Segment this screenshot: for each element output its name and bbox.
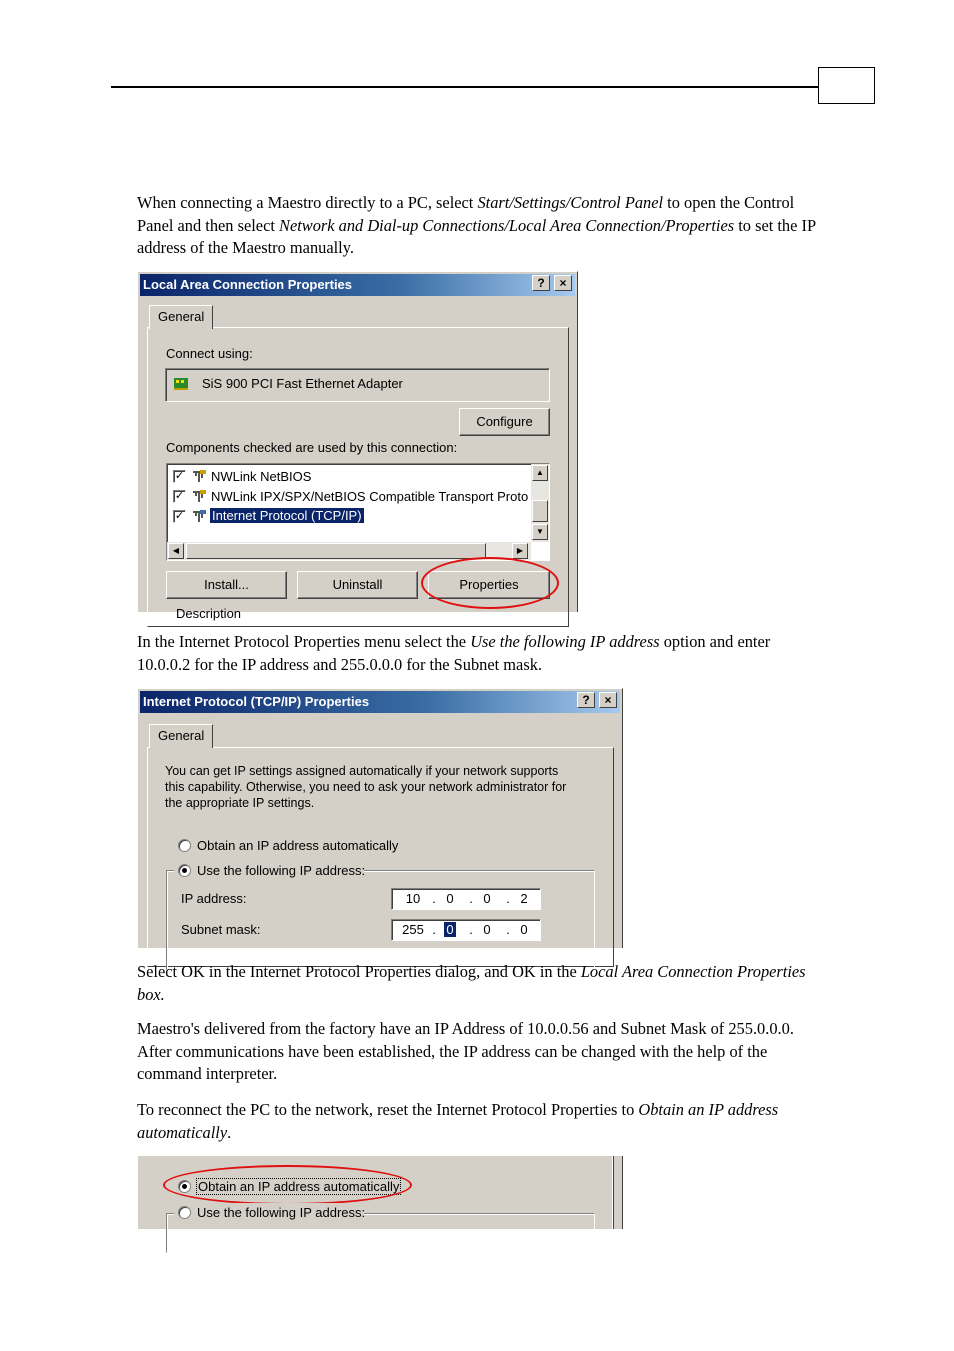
close-button[interactable]: × <box>554 275 572 291</box>
adapter-box <box>165 368 550 402</box>
ip-dot: . <box>506 922 510 937</box>
component-label-selected: Internet Protocol (TCP/IP) <box>212 508 362 523</box>
subnet-octet: 0 <box>483 922 491 937</box>
adapter-name: SiS 900 PCI Fast Ethernet Adapter <box>202 376 403 391</box>
paragraph-reconnect: To reconnect the PC to the network, reset the Internet Protocol Properties to Obtain an IP address automatically. <box>137 1100 779 1142</box>
tcpip-properties-dialog <box>137 688 623 948</box>
protocol-icon <box>191 510 207 524</box>
scroll-thumb[interactable] <box>532 500 548 522</box>
uninstall-button[interactable]: Uninstall <box>297 571 418 599</box>
info-text-line2: this capability. Otherwise, you need to ask your network administrator for <box>165 780 567 794</box>
component-label: NWLink IPX/SPX/NetBIOS Compatible Transport Proto <box>211 489 529 504</box>
protocol-icon <box>191 470 207 484</box>
subnet-octet-selected: 0 <box>446 922 454 937</box>
radio-use-following-label: Use the following IP address: <box>197 1205 366 1220</box>
highlight-circle <box>421 557 559 609</box>
tab-general[interactable]: General <box>149 305 213 329</box>
checkbox[interactable]: ✓ <box>174 470 185 482</box>
groupbox-header <box>174 861 364 881</box>
paragraph-intro: When connecting a Maestro directly to a PC, select Start/Settings/Control Panel to open the Control Panel and then select Network and Dial-up Connections/Local Area Connection/Properties to set the IP address of the Maestro manually. <box>137 193 816 257</box>
connect-using-label: Connect using: <box>166 346 253 361</box>
radio-use-following-label: Use the following IP address: <box>197 863 366 878</box>
subnet-octet: 0 <box>520 922 528 937</box>
radio-obtain-automatically[interactable] <box>178 839 191 852</box>
radio-use-following[interactable] <box>178 1206 191 1219</box>
ip-dot: . <box>432 922 436 937</box>
paragraph-select-ok: Select OK in the Internet Protocol Properties dialog, and OK in the Local Area Connection Properties box. <box>137 962 806 1004</box>
help-button[interactable]: ? <box>532 275 550 291</box>
ip-octet: 0 <box>446 891 454 906</box>
network-card-icon <box>174 377 190 391</box>
scroll-thumb-horizontal[interactable] <box>186 543 486 559</box>
ip-dot: . <box>469 891 473 906</box>
radio-obtain-automatically-label: Obtain an IP address automatically <box>198 1179 400 1194</box>
checkbox[interactable]: ✓ <box>174 490 185 502</box>
paragraph-factory-defaults: Maestro's delivered from the factory have an IP Address of 10.0.0.56 and Subnet Mask of 255.0.0.0. After communications have been established, the IP address can be changed with the help of the command interpreter. <box>137 1019 794 1083</box>
radio-use-following[interactable] <box>178 864 191 877</box>
subnet-octet: 255 <box>402 922 424 937</box>
page-number-box <box>818 67 875 104</box>
install-button[interactable]: Install... <box>166 571 287 599</box>
panel-edge <box>612 1156 614 1229</box>
dialog-titlebar: Local Area Connection Properties <box>140 274 575 296</box>
groupbox-header <box>174 1203 364 1223</box>
ip-address-input[interactable] <box>391 888 541 910</box>
ip-address-label: IP address: <box>181 891 247 906</box>
description-label: Description <box>176 606 242 621</box>
scroll-right-icon[interactable]: ▶ <box>512 543 528 559</box>
ip-dot: . <box>432 891 436 906</box>
configure-button[interactable]: Configure <box>459 408 550 436</box>
radio-obtain-automatically-label: Obtain an IP address automatically <box>197 838 399 853</box>
help-button[interactable]: ? <box>577 692 595 708</box>
highlight-circle <box>163 1165 412 1205</box>
ip-octet: 10 <box>405 891 421 906</box>
local-area-connection-dialog <box>137 271 578 621</box>
close-button[interactable]: × <box>599 692 617 708</box>
scroll-left-icon[interactable]: ◀ <box>168 543 184 559</box>
info-text-line3: the appropriate IP settings. <box>165 796 315 810</box>
obtain-automatically-crop <box>137 1156 623 1229</box>
scroll-down-icon[interactable]: ▼ <box>532 524 548 540</box>
ip-octet: 2 <box>520 891 528 906</box>
vertical-scrollbar[interactable] <box>531 464 549 542</box>
protocol-icon <box>191 490 207 504</box>
paragraph-ip-instructions: In the Internet Protocol Properties menu select the Use the following IP address option and enter 10.0.0.2 for the IP address and 255.0.0.0 for the Subnet mask. <box>137 632 771 674</box>
info-text-line1: You can get IP settings assigned automatically if your network supports <box>165 764 559 778</box>
checkbox[interactable]: ✓ <box>174 510 185 522</box>
components-list[interactable] <box>166 463 550 561</box>
component-label: NWLink NetBIOS <box>211 469 312 484</box>
components-label: Components checked are used by this connection: <box>166 440 458 455</box>
ip-dot: . <box>506 891 510 906</box>
dialog-titlebar: Internet Protocol (TCP/IP) Properties <box>140 691 620 713</box>
subnet-mask-label: Subnet mask: <box>181 922 261 937</box>
scroll-up-icon[interactable]: ▲ <box>532 465 548 481</box>
tab-general[interactable]: General <box>149 724 213 748</box>
ip-octet: 0 <box>483 891 491 906</box>
header-rule <box>111 86 819 88</box>
subnet-mask-input[interactable] <box>391 919 541 941</box>
properties-button[interactable]: Properties <box>428 571 550 599</box>
ip-dot: . <box>469 922 473 937</box>
